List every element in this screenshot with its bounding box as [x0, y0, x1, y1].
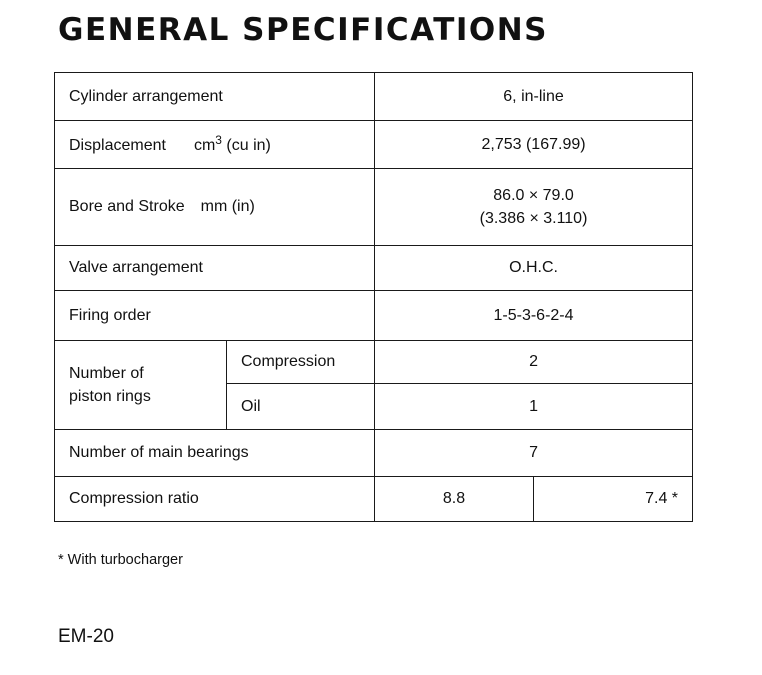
displacement-unit-prefix: cm — [193, 136, 216, 154]
table-row-displacement — [55, 121, 693, 169]
table-row-piston-rings-compression — [55, 341, 693, 384]
displacement-value: 2,753 (167.99) — [375, 121, 693, 169]
compression-rings-value: 2 — [375, 341, 693, 384]
bore-stroke-value-mm: 86.0 × 79.0 — [493, 186, 574, 204]
main-bearings-value: 7 — [375, 430, 693, 477]
compression-ratio-standard-value: 8.8 — [375, 477, 534, 522]
main-bearings-label: Number of main bearings — [55, 430, 375, 477]
displacement-unit-power: 3 — [215, 132, 222, 147]
piston-rings-label-cell — [55, 341, 227, 430]
table-row-compression-ratio — [55, 477, 693, 522]
bore-stroke-value-in: (3.386 × 3.110) — [479, 210, 588, 227]
oil-rings-label: Oil — [227, 384, 375, 430]
cylinder-arrangement-label: Cylinder arrangement — [55, 73, 375, 121]
cylinder-arrangement-value: 6, in-line — [375, 73, 693, 121]
bore-stroke-label-cell — [55, 169, 375, 246]
table-row-valve-arrangement — [55, 246, 693, 291]
valve-arrangement-label: Valve arrangement — [55, 246, 375, 291]
table-row-cylinder-arrangement — [55, 73, 693, 121]
compression-ratio-turbo-value: 7.4 * — [534, 477, 693, 522]
page-number: EM-20 — [58, 626, 114, 647]
table-row-main-bearings — [55, 430, 693, 477]
displacement-label-cell — [55, 121, 375, 169]
bore-stroke-value-cell — [375, 169, 693, 246]
bore-stroke-label: Bore and Stroke — [69, 198, 185, 216]
piston-rings-label-line1: Number of — [69, 364, 144, 382]
displacement-label: Displacement — [69, 136, 166, 154]
piston-rings-label-line2: piston rings — [69, 388, 151, 405]
compression-ratio-label: Compression ratio — [55, 477, 375, 522]
table-row-bore-stroke — [55, 169, 693, 246]
oil-rings-value: 1 — [375, 384, 693, 430]
displacement-unit-suffix: (cu in) — [221, 136, 271, 154]
valve-arrangement-value: O.H.C. — [375, 246, 693, 291]
specifications-table — [54, 72, 693, 522]
table-row-firing-order — [55, 291, 693, 341]
page-title: GENERAL SPECIFICATIONS — [58, 12, 549, 48]
firing-order-value: 1-5-3-6-2-4 — [375, 291, 693, 341]
firing-order-label: Firing order — [55, 291, 375, 341]
turbocharger-footnote: * With turbocharger — [58, 552, 183, 568]
bore-stroke-unit: mm (in) — [200, 198, 255, 216]
displacement-unit — [194, 132, 271, 157]
compression-rings-label: Compression — [227, 341, 375, 384]
